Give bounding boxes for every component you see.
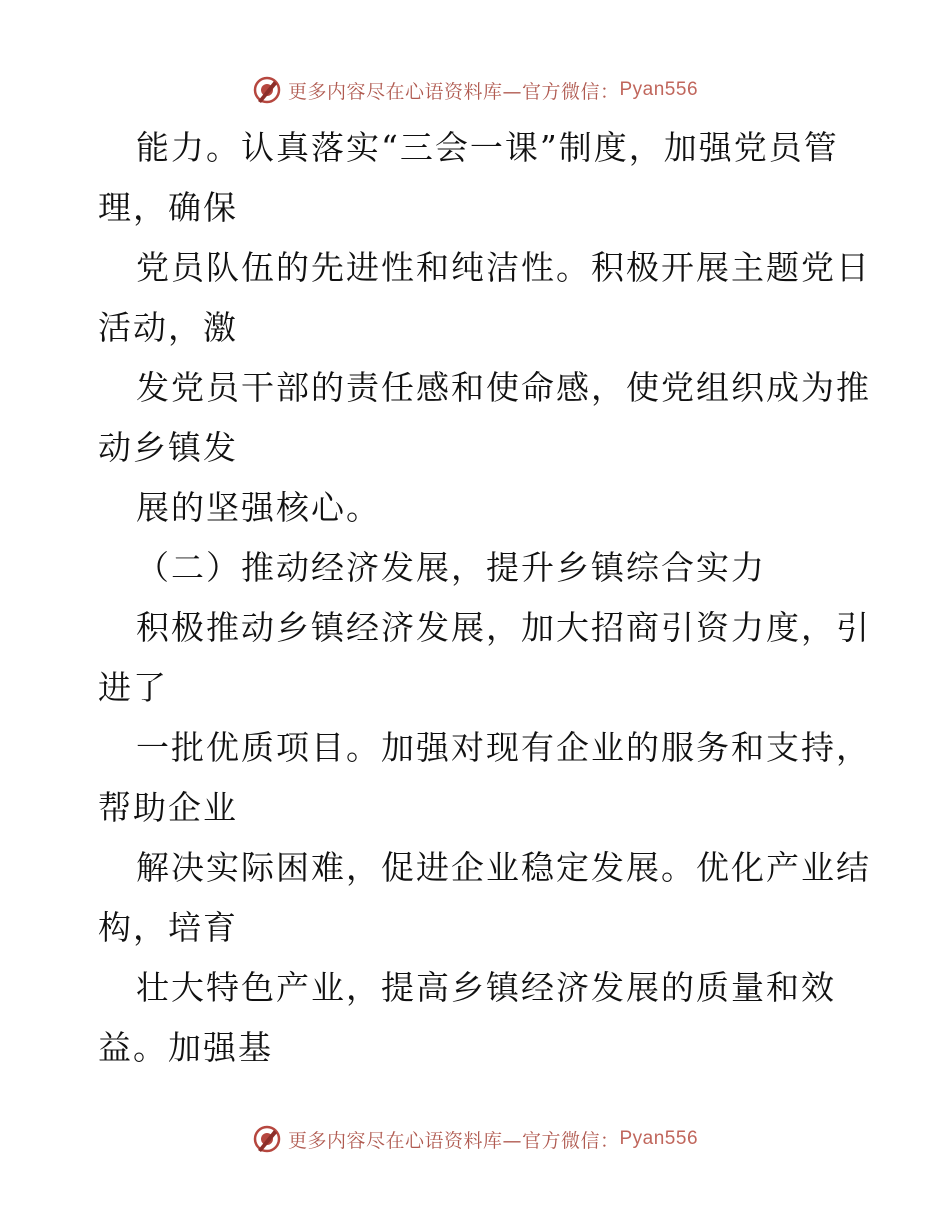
text-line: 构，培育 [98, 908, 238, 947]
watermark-text: 更多内容尽在心语资料库—官方微信： [287, 1129, 620, 1152]
text-line: 进了 [98, 668, 168, 707]
watermark-id: Pyan556 [619, 79, 699, 100]
text-line: 展的坚强核心。 [136, 488, 381, 527]
text-line: 帮助企业 [98, 788, 238, 827]
text-line: 积极推动乡镇经济发展，加大招商引资力度，引 [136, 608, 871, 647]
header-watermark [0, 70, 950, 110]
pen-logo-icon [252, 75, 282, 105]
text-line: 发党员干部的责任感和使命感，使党组织成为推 [136, 368, 871, 407]
text-line: 壮大特色产业，提高乡镇经济发展的质量和效 [136, 968, 836, 1007]
footer-watermark [0, 1119, 950, 1159]
text-line: 理，确保 [98, 188, 238, 227]
document-body [98, 118, 871, 1078]
text-line: 党员队伍的先进性和纯洁性。积极开展主题党日 [136, 248, 871, 287]
text-line: 能力。认真落实“三会一课”制度，加强党员管 [136, 128, 839, 167]
text-line: 一批优质项目。加强对现有企业的服务和支持， [136, 728, 871, 767]
text-line: （二）推动经济发展，提升乡镇综合实力 [136, 548, 766, 587]
watermark-text: 更多内容尽在心语资料库—官方微信： [287, 80, 620, 103]
watermark-id: Pyan556 [619, 1128, 699, 1149]
text-line: 动乡镇发 [98, 428, 238, 467]
text-line: 解决实际困难，促进企业稳定发展。优化产业结 [136, 848, 871, 887]
text-line: 活动，激 [98, 308, 238, 347]
text-line: 益。加强基 [98, 1028, 273, 1067]
pen-logo-icon [252, 1124, 282, 1154]
